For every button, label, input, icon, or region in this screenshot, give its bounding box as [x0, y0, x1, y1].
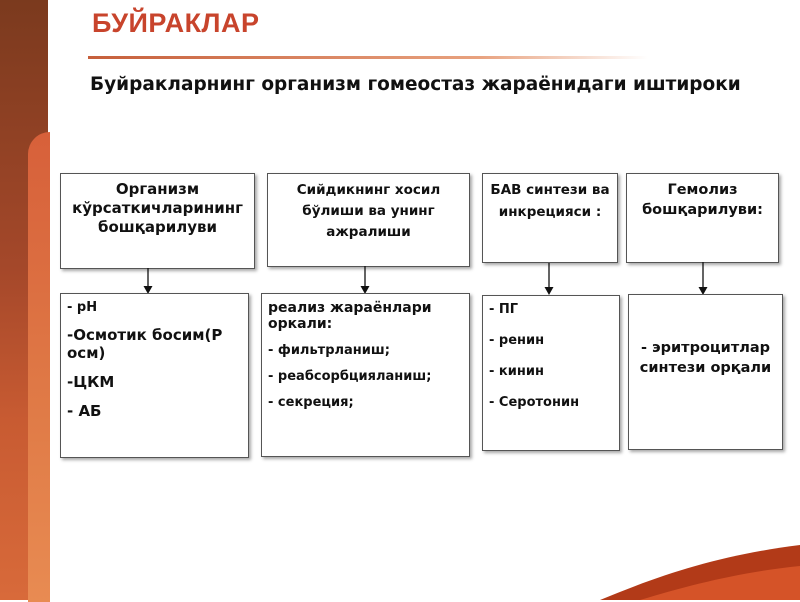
header-text-2: Сийдикнинг хосил бўлиши ва унинг ажралиши [296, 182, 441, 240]
header-text-1: Организм кўрсаткичларининг бошқарилуви [72, 180, 243, 236]
detail-item: -Осмотик босим(Р осм) [67, 326, 223, 362]
arrow-4 [697, 262, 709, 295]
detail-box-2 [261, 293, 470, 457]
arrow-3 [543, 263, 555, 295]
detail-item: - Серотонин [489, 395, 580, 410]
detail-item: - реабсорбцияланиш; [268, 369, 432, 384]
detail-item: -ЦКМ [67, 373, 115, 391]
arrow-2 [359, 266, 371, 294]
detail-item: - кинин [489, 364, 544, 379]
detail-item: - фильтрланиш; [268, 343, 390, 358]
detail-item: - ПГ [489, 302, 519, 317]
detail-item: реализ жараёнлари оркали: [268, 300, 432, 332]
detail-box-3 [482, 295, 620, 451]
detail-item: - pH [67, 300, 98, 315]
header-box-1 [60, 173, 255, 269]
detail-box-4 [628, 294, 783, 450]
page-subtitle: Буйракларнинг организм гомеостаз жараёнидаги иштироки [90, 74, 741, 95]
page-title: БУЙРАКЛАР [92, 8, 260, 38]
title-underline [88, 56, 648, 59]
detail-item: - ренин [489, 333, 545, 348]
arrow-1 [142, 268, 154, 294]
header-text-3: БАВ синтези ва инкрецияси : [490, 182, 610, 220]
detail-box-1 [60, 293, 249, 458]
header-box-4 [626, 173, 779, 263]
detail-item: - АБ [67, 402, 102, 420]
header-box-3 [482, 173, 618, 263]
detail-item: - эритроцитлар синтези орқали [639, 340, 772, 376]
header-box-2 [267, 173, 470, 267]
detail-item: - секреция; [268, 395, 354, 410]
header-text-4: Гемолиз бошқарилуви: [642, 182, 763, 219]
